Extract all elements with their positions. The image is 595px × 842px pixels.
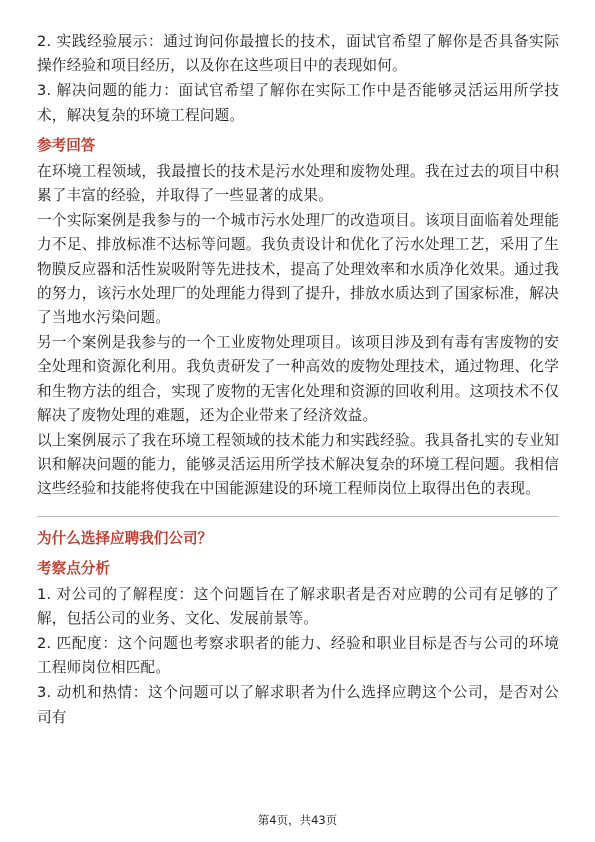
list-item: 3. 解决问题的能力：面试官希望了解你在实际工作中是否能够灵活运用所学技术，解决复杂的环境工程问题。 [37, 82, 559, 124]
list-item: 1. 对公司的了解程度：这个问题旨在了解求职者是否对应聘的公司有足够的了解，包括公司的业务、文化、发展前景等。 [37, 585, 559, 627]
answer-paragraph: 在环境工程领域，我最擅长的技术是污水处理和废物处理。我在过去的项目中积累了丰富的经验，并取得了一些显著的成果。 [37, 162, 559, 205]
list-item: 3. 动机和热情：这个问题可以了解求职者为什么选择应聘这个公司，是否对公司有 [37, 684, 559, 726]
page-number: 第4页，共43页 [257, 813, 338, 827]
question-title: 为什么选择应聘我们公司？ [37, 529, 213, 547]
reference-answer-heading: 参考回答 [37, 136, 96, 154]
answer-paragraph: 一个实际案例是我参与的一个城市污水处理厂的改造项目。该项目面临着处理能力不足、排放标准不达标等问题。我负责设计和优化了污水处理工艺，采用了生物膜反应器和活性炭吸附等先进技术，提高了处理效率和水质净化效果。通过我的努力，该污水处理厂的处理能力得到了提升，排放水质达到了国家标准，解决了当地水污染问题。 [37, 212, 559, 327]
document-page [37, 30, 559, 731]
analysis-heading: 考察点分析 [37, 559, 110, 577]
answer-paragraph: 另一个案例是我参与的一个工业废物处理项目。该项目涉及到有毒有害废物的安全处理和资源化利用。我负责研发了一种高效的废物处理技术，通过物理、化学和生物方法的组合，实现了废物的无害化处理和资源的回收利用。这项技术不仅解决了废物处理的难题，还为企业带来了经济效益。 [37, 334, 559, 424]
list-item: 2. 匹配度：这个问题也考察求职者的能力、经验和职业目标是否与公司的环境工程师岗位相匹配。 [37, 635, 559, 677]
section-divider [37, 516, 559, 517]
list-item: 2. 实践经验展示：通过询问你最擅长的技术，面试官希望了解你是否具备实际操作经验和项目经历，以及你在这些项目中的表现如何。 [37, 33, 559, 75]
answer-paragraph: 以上案例展示了我在环境工程领域的技术能力和实践经验。我具备扎实的专业知识和解决问题的能力，能够灵活运用所学技术解决复杂的环境工程问题。我相信这些经验和技能将使我在中国能源建设的环境工程师岗位上取得出色的表现。 [37, 432, 559, 498]
